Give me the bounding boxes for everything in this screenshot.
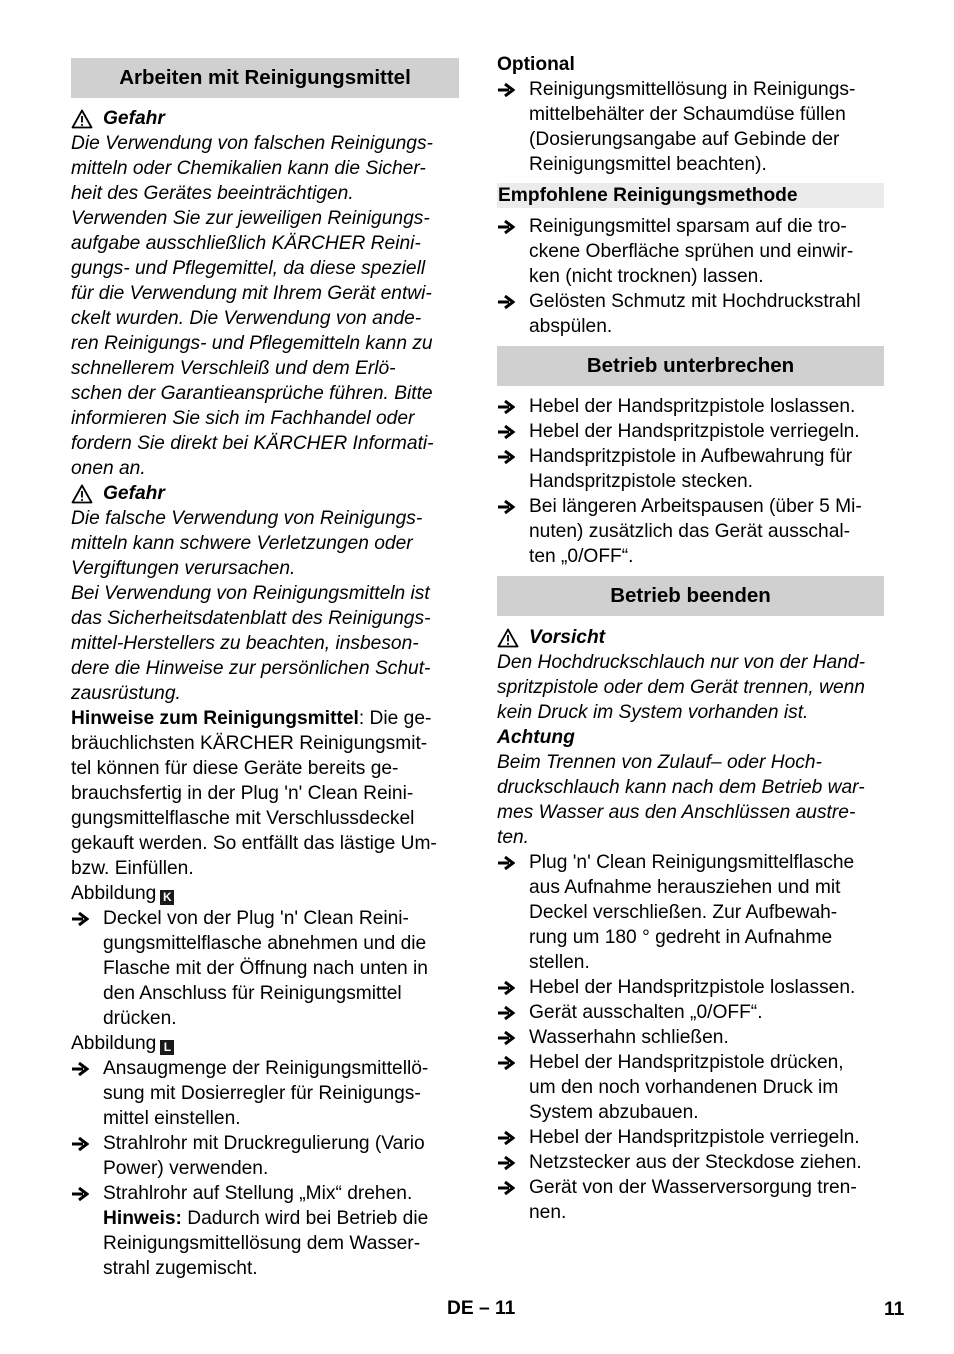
arrow-right-icon [71,1187,89,1201]
optional-list [497,77,884,177]
warning-triangle-icon [497,628,519,648]
hints-paragraph: Hinweise zum Reinigungsmittel: Die ge- bräuchlichsten KÄRCHER Reinigungsmit- tel können für diese Geräte bereits ge- brauchsfertig in der Plug 'n' Clean Reini- gungsmittelflasche mit Verschlussdeckel gekauft werden. So entfällt das lästige Um- bzw. Einfüllen. [71,708,437,879]
arrow-right-icon [497,500,515,514]
list-item: Ansaugmenge der Reinigungsmittellö- sung mit Dosierregler für Reinigungs- mittel einstellen. [71,1056,459,1131]
list-item: Hebel der Handspritzpistole drücken, um den noch vorhandenen Druck im System abzubauen. [497,1050,884,1125]
list-item: Hebel der Handspritzpistole verriegeln. [497,419,884,444]
arrow-right-icon [497,295,515,309]
danger-heading-1 [71,106,459,131]
section-heading-finish: Betrieb beenden [497,576,884,616]
list-item: Reinigungsmittel sparsam auf die tro- ckene Oberfläche sprühen und einwir- ken (nicht trocknen) lassen. [497,214,884,289]
caution-text: Den Hochdruckschlauch nur von der Hand- spritzpistole oder dem Gerät trennen, wenn kein Druck im System vorhanden ist. [497,652,865,723]
arrow-right-icon [497,1156,515,1170]
arrow-right-icon [497,1056,515,1070]
arrow-right-icon [497,1131,515,1145]
attention-text: Beim Trennen von Zulauf– oder Hoch- druckschlauch kann nach dem Betrieb war- mes Wasser aus den Anschlüssen austre- ten. [497,752,865,848]
list-item: Hebel der Handspritzpistole loslassen. [497,975,884,1000]
left-column [71,52,459,1281]
arrow-right-icon [497,856,515,870]
optional-label: Optional [497,54,575,75]
arrow-right-icon [71,1062,89,1076]
arrow-right-icon [71,912,89,926]
arrow-right-icon [497,1031,515,1045]
danger-text-1: Die Verwendung von falschen Reinigungs- mitteln oder Chemikalien kann die Sicher- heit des Gerätes beeinträchtigen. Verwenden Sie zur jeweiligen Reinigungs- aufgabe ausschließlich KÄRCHER Reini- gungs- und Pflegemittel, da diese speziell für die Verwendung mit Ihrem Gerät entwi- ckelt wurden. Die Verwendung von ande- ren Reinigungs- und Pflegemitteln kann zu schnellerem Verschleiß und dem Erlö- schen der Garantieansprüche führen. Bitte informieren Sie sich im Fachhandel oder fordern Sie direkt bei KÄRCHER Informati- onen an. [71,133,434,479]
section-heading-interrupt: Betrieb unterbrechen [497,346,884,386]
arrow-right-icon [497,981,515,995]
warning-triangle-icon [71,109,93,129]
danger-label: Gefahr [103,483,165,504]
list-item: Bei längeren Arbeitspausen (über 5 Mi- nuten) zusätzlich das Gerät ausschal- ten „0/OFF“. [497,494,884,569]
list-item: Hebel der Handspritzpistole loslassen. [497,394,884,419]
list-item: Gerät ausschalten „0/OFF“. [497,1000,884,1025]
list-item: Plug 'n' Clean Reinigungsmittelflasche aus Aufnahme herausziehen und mit Deckel verschließen. Zur Aufbewah- rung um 180 ° gedreht in Aufnahme stellen. [497,850,884,975]
arrow-right-icon [497,1006,515,1020]
list-item: Reinigungsmittellösung in Reinigungs- mittelbehälter der Schaumdüse füllen (Dosierungsangabe auf Gebinde der Reinigungsmittel beachten). [497,77,884,177]
list-item: Strahlrohr mit Druckregulierung (Vario Power) verwenden. [71,1131,459,1181]
right-column [497,52,884,1225]
footer-page-number: 11 [884,1299,905,1320]
arrow-right-icon [497,450,515,464]
figure-reference-l: Abbildung L [71,1031,459,1056]
figure-badge-k: K [160,890,174,905]
arrow-right-icon [497,220,515,234]
interrupt-list [497,394,884,569]
list-item: Netzstecker aus der Steckdose ziehen. [497,1150,884,1175]
warning-triangle-icon [71,484,93,504]
list-item: Gelösten Schmutz mit Hochdruckstrahl abspülen. [497,289,884,339]
section-heading-cleaning-agent: Arbeiten mit Reinigungsmittel [71,58,459,98]
arrow-right-icon [497,1181,515,1195]
subheading-recommended-method: Empfohlene Reinigungsmethode [497,183,884,208]
list-item: Hebel der Handspritzpistole verriegeln. [497,1125,884,1150]
danger-label: Gefahr [103,108,165,129]
footer-language-page: DE – 11 [447,1298,516,1319]
list-item: Handspritzpistole in Aufbewahrung für Handspritzpistole stecken. [497,444,884,494]
note: Hinweis: Dadurch wird bei Betrieb die [103,1208,429,1229]
danger-text-2: Die falsche Verwendung von Reinigungs- mitteln kann schwere Verletzungen oder Vergiftungen verursachen. Bei Verwendung von Reinigungsmitteln ist das Sicherheitsdatenblatt des Reinigungs- mittel-Herstellers zu beachten, insbeson- dere die Hinweise zur persönlichen Schut- zausrüstung. [71,508,431,704]
caution-heading [497,625,884,650]
caution-label: Vorsicht [529,627,606,648]
steps-list-l [71,1056,459,1281]
steps-list-k [71,906,459,1031]
list-item: Strahlrohr auf Stellung „Mix“ drehen. Hinweis: Dadurch wird bei Betrieb die Reinigungsmittellösung dem Wasser- strahl zugemischt. [71,1181,459,1281]
method-list [497,214,884,339]
arrow-right-icon [497,83,515,97]
arrow-right-icon [497,425,515,439]
arrow-right-icon [71,1137,89,1151]
list-item: Gerät von der Wasserversorgung tren- nen. [497,1175,884,1225]
danger-heading-2 [71,481,459,506]
figure-reference-k: Abbildung K [71,881,459,906]
figure-badge-l: L [160,1040,174,1055]
list-item: Deckel von der Plug 'n' Clean Reini- gungsmittelflasche abnehmen und die Flasche mit der Öffnung nach unten in den Anschluss für Reinigungsmittel drücken. [71,906,459,1031]
finish-list [497,850,884,1225]
arrow-right-icon [497,400,515,414]
attention-label: Achtung [497,727,575,748]
list-item: Wasserhahn schließen. [497,1025,884,1050]
